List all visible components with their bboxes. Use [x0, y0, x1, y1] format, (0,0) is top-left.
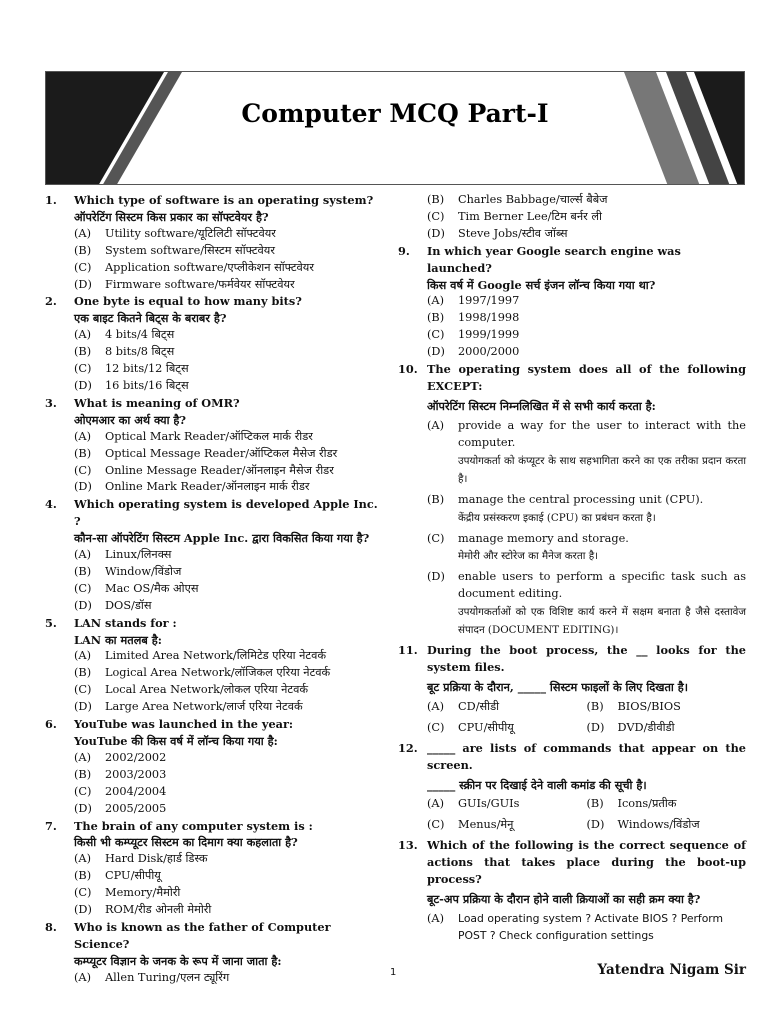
option: [427, 699, 587, 716]
option-text: ROM/रीड ओनली मेमोरी: [105, 903, 212, 917]
option: [74, 378, 380, 395]
option: [427, 327, 746, 344]
option: [74, 564, 380, 581]
option-text: manage the central processing unit (CPU).: [458, 492, 704, 506]
option-text: 1997/1997: [458, 294, 520, 308]
question-text: _____ are lists of commands that appear on the screen.: [427, 740, 746, 772]
question-number: 8.: [45, 919, 57, 934]
question-number: 7.: [45, 818, 57, 833]
option-text: Firmware software/फर्मवेयर सॉफ्टवेयर: [105, 277, 295, 291]
option-text: enable users to perform a specific task such as document editing.: [458, 570, 746, 601]
option-text: BIOS/BIOS: [617, 699, 681, 713]
question-number: 12.: [398, 740, 418, 755]
option-text: 2003/2003: [105, 767, 167, 781]
option: [587, 796, 747, 813]
option-text: 1998/1998: [458, 311, 520, 325]
option: [74, 784, 380, 801]
option-text: manage memory and storage.: [458, 531, 629, 545]
question-number: 1.: [45, 193, 57, 207]
option-label: (A): [427, 418, 444, 432]
option-label: (B): [586, 699, 604, 713]
option-row: [427, 817, 746, 834]
question-text: Who is known as the father of Computer Science?: [74, 919, 331, 951]
option-label: (B): [427, 193, 445, 206]
option-text-hindi: उपयोगकर्ता को कंप्यूटर के साथ सहभागिता करने का एक तरीका प्रदान करता है।: [458, 454, 746, 485]
option-label: (C): [74, 581, 92, 595]
option-text: Hard Disk/हार्ड डिस्क: [105, 852, 208, 866]
question-number: 5.: [45, 615, 57, 630]
option: [427, 418, 746, 488]
question-number: 9.: [398, 243, 410, 258]
option: [427, 293, 746, 310]
option-label: (D): [427, 226, 445, 240]
option: [427, 344, 746, 361]
option-text-hindi: उपयोगकर्ताओं को एक विशिष्ट कार्य करने में सक्षम बनाता है जैसे दस्तावेज संपादन (DOCUMENT EDITING)।: [458, 606, 746, 637]
option-label: (A): [427, 797, 444, 811]
option-text: Online Mark Reader/ऑनलाइन मार्क रीडर: [105, 480, 310, 494]
option-label: (C): [74, 362, 92, 376]
question-13: [398, 837, 746, 944]
option-label: (C): [74, 886, 92, 900]
question-text-hindi: ओएमआर का अर्थ क्या है?: [74, 412, 187, 427]
option-label: (D): [74, 378, 92, 392]
question-text-hindi: ऑपरेटिंग सिस्टम किस प्रकार का सॉफ्टवेयर है?: [74, 209, 269, 224]
option: [74, 361, 380, 378]
option-text: Local Area Network/लोकल एरिया नेटवर्क: [105, 683, 309, 697]
option-label: (B): [74, 869, 92, 883]
option-label: (D): [74, 903, 92, 917]
question-number: 13.: [398, 838, 418, 853]
option-label: (C): [74, 683, 92, 697]
option: [587, 699, 747, 716]
option-label: (B): [74, 564, 92, 578]
option-text: 4 bits/4 बिट्स: [105, 328, 175, 342]
question-text-hindi: एक बाइट कितने बिट्स के बराबर है?: [74, 311, 227, 326]
question-number: 2.: [45, 294, 57, 309]
option-text: Load operating system ? Activate BIOS ? Perform POST ? Check configuration settings: [458, 911, 724, 942]
option: [74, 598, 380, 615]
option-text: Charles Babbage/चार्ल्स बैबेज: [458, 193, 608, 206]
option: [74, 226, 380, 243]
option-text: Limited Area Network/लिमिटेड एरिया नेटवर्क: [105, 649, 327, 663]
option-label: (B): [74, 345, 92, 359]
question-text: YouTube was launched in the year:: [74, 717, 294, 732]
option-label: (D): [586, 720, 605, 734]
option-text: CPU/सीपीयू: [458, 720, 514, 734]
question-number: 4.: [45, 497, 57, 512]
question-9: [398, 243, 746, 361]
option-label: (C): [427, 720, 445, 734]
option-label: (C): [74, 784, 92, 798]
page-number: 1: [390, 967, 397, 978]
option-label: (D): [427, 345, 445, 359]
question-text: Which type of software is an operating system?: [74, 193, 374, 207]
option-label: (C): [427, 328, 445, 342]
option-text: 16 bits/16 बिट्स: [105, 378, 189, 392]
option-label: (A): [74, 429, 91, 443]
option-label: (D): [74, 277, 92, 291]
option-label: (A): [74, 226, 91, 240]
question-text-hindi: _____ स्क्रीन पर दिखाई देने वाली कमांड की सूची है।: [427, 777, 647, 792]
option-text: Allen Turing/एलन ट्यूरिंग: [105, 970, 230, 984]
question-text-hindi: किसी भी कम्प्यूटर सिस्टम का दिमाग क्या कहलाता है?: [74, 835, 298, 850]
question-6: [45, 716, 380, 817]
option-text: provide a way for the user to interact with the computer.: [458, 418, 746, 449]
question-text-hindi: किस वर्ष में Google सर्च इंजन लॉन्च किया गया था?: [427, 277, 656, 292]
option: [74, 479, 380, 496]
question-text: In which year Google search engine was launched?: [427, 243, 681, 275]
question-text-hindi: ऑपरेटिंग सिस्टम निम्नलिखित में से सभी कार्य करता है:: [427, 398, 656, 413]
option-label: (A): [427, 699, 444, 713]
option: [427, 796, 587, 813]
option-text: Menus/मेनू: [458, 818, 514, 832]
question-8-continued: [398, 192, 746, 243]
option-row: [427, 699, 746, 716]
question-text: The brain of any computer system is :: [74, 818, 313, 833]
option-text: Large Area Network/लार्ज एरिया नेटवर्क: [105, 700, 303, 714]
option-label: (A): [74, 548, 91, 562]
option-row: [427, 796, 746, 813]
option-label: (B): [586, 797, 604, 811]
header-banner: [45, 71, 745, 185]
question-1: [45, 192, 380, 293]
option: [587, 817, 747, 834]
option-label: (B): [74, 243, 92, 257]
header-decoration: [46, 72, 745, 185]
option-text: Mac OS/मैक ओएस: [105, 581, 199, 595]
option-text: Optical Message Reader/ऑप्टिकल मैसेज रीडर: [105, 446, 338, 460]
option: [74, 682, 380, 699]
option-text-hindi: मेमोरी और स्टोरेज का मैनेज करता है।: [458, 550, 599, 563]
option-label: (A): [74, 649, 91, 663]
option: [74, 581, 380, 598]
question-text: LAN stands for :: [74, 615, 177, 630]
option: [74, 970, 380, 987]
option-text: Utility software/यूटिलिटी सॉफ्टवेयर: [105, 226, 276, 240]
option: [74, 344, 380, 361]
option: [427, 531, 746, 566]
option-text-hindi: केंद्रीय प्रसंस्करण इकाई (CPU) का प्रबंधन करता है।: [458, 511, 656, 524]
question-8: [45, 919, 380, 987]
question-text-hindi: कम्प्यूटर विज्ञान के जनक के रूप में जाना जाता है:: [74, 953, 282, 968]
option-label: (D): [74, 480, 92, 494]
option-row: [427, 720, 746, 737]
option-label: (D): [74, 801, 92, 815]
question-7: [45, 818, 380, 919]
option-text: 2002/2002: [105, 750, 167, 764]
option-text: Logical Area Network/लॉजिकल एरिया नेटवर्क: [105, 666, 331, 680]
option-text: Online Message Reader/ऑनलाइन मैसेज रीडर: [105, 463, 334, 477]
question-3: [45, 395, 380, 496]
question-number: 10.: [398, 362, 418, 377]
option-text: 8 bits/8 बिट्स: [105, 345, 175, 359]
option-label: (A): [427, 911, 444, 925]
question-text: Which operating system is developed Apple Inc. ?: [74, 497, 378, 529]
page-title: Computer MCQ Part-I: [241, 99, 549, 128]
option: [74, 446, 380, 463]
option-label: (B): [427, 492, 445, 506]
option-text: Linux/लिनक्स: [105, 548, 172, 562]
question-text: The operating system does all of the following EXCEPT:: [427, 362, 746, 393]
option: [74, 547, 380, 564]
option-label: (C): [427, 209, 445, 223]
option: [587, 720, 747, 737]
option-text: DOS/डॉस: [105, 598, 152, 612]
option: [427, 492, 746, 527]
option-text: 2004/2004: [105, 784, 167, 798]
option: [427, 209, 746, 226]
option-text: 2005/2005: [105, 801, 167, 815]
question-number: 3.: [45, 395, 57, 410]
option: [427, 310, 746, 327]
option: [74, 429, 380, 446]
option-text: 1999/1999: [458, 328, 520, 342]
option: [74, 885, 380, 902]
option: [74, 277, 380, 294]
option-text: 12 bits/12 बिट्स: [105, 362, 189, 376]
option-text: Application software/एप्लीकेशन सॉफ्टवेयर: [105, 260, 314, 274]
option-label: (A): [74, 970, 91, 984]
option-text: Steve Jobs/स्टीव जॉब्स: [458, 226, 568, 240]
option-text: Windows/विंडोज: [617, 818, 700, 832]
option: [74, 750, 380, 767]
option: [427, 817, 587, 834]
option-text: DVD/डीवीडी: [617, 720, 675, 734]
question-text-hindi: बूट प्रक्रिया के दौरान, _____ सिस्टम फाइलों के लिए दिखता है।: [427, 680, 689, 695]
option-text: Window/विंडोज: [105, 564, 182, 578]
option-text: Tim Berner Lee/टिम बर्नर ली: [458, 209, 602, 223]
option-label: (D): [74, 598, 92, 612]
option: [427, 569, 746, 639]
author-name: Yatendra Nigam Sir: [597, 962, 746, 978]
left-column: [45, 192, 380, 987]
option-text: Optical Mark Reader/ऑप्टिकल मार्क रीडर: [105, 429, 313, 443]
option: [427, 226, 746, 243]
question-12: [398, 740, 746, 835]
option-label: (A): [74, 750, 91, 764]
question-text-hindi: कौन-सा ऑपरेटिंग सिस्टम Apple Inc. द्वारा विकसित किया गया है?: [74, 531, 370, 546]
question-10: [398, 361, 746, 639]
option: [74, 243, 380, 260]
option: [74, 767, 380, 784]
option: [74, 868, 380, 885]
option: [74, 327, 380, 344]
option-text: Icons/प्रतीक: [617, 797, 677, 811]
question-number: 6.: [45, 717, 57, 732]
question-11: [398, 642, 746, 737]
option-label: (B): [74, 666, 92, 680]
option-label: (D): [427, 570, 445, 584]
option-label: (C): [74, 463, 92, 477]
option: [427, 192, 746, 209]
question-4: [45, 496, 380, 614]
option: [74, 665, 380, 682]
option-text: 2000/2000: [458, 345, 520, 359]
question-text-hindi: बूट-अप प्रक्रिया के दौरान होने वाली क्रियाओं का सही क्रम क्या है?: [427, 892, 701, 906]
option-text: Memory/मैमोरी: [105, 886, 181, 900]
option: [74, 699, 380, 716]
question-number: 11.: [398, 643, 418, 658]
option-text: System software/सिस्टम सॉफ्टवेयर: [105, 243, 275, 257]
question-text: One byte is equal to how many bits?: [74, 294, 302, 309]
option: [74, 463, 380, 480]
question-text: During the boot process, the __ looks for the system files.: [427, 643, 746, 675]
option-label: (C): [427, 531, 445, 545]
right-column: [398, 192, 746, 945]
option: [74, 801, 380, 818]
question-text: What is meaning of OMR?: [74, 395, 240, 410]
option-label: (B): [74, 767, 92, 781]
option-text: CPU/सीपीयू: [105, 869, 161, 883]
option-label: (A): [74, 328, 91, 342]
option-label: (C): [427, 818, 445, 832]
question-2: [45, 293, 380, 394]
question-5: [45, 615, 380, 716]
option-label: (D): [586, 818, 605, 832]
question-text-hindi: YouTube की किस वर्ष में लॉन्च किया गया है:: [74, 734, 278, 748]
option-text: CD/सीडी: [458, 699, 500, 713]
question-text-hindi: LAN का मतलब है:: [74, 632, 162, 647]
option-label: (D): [74, 700, 92, 714]
option-label: (B): [427, 311, 445, 325]
option: [74, 851, 380, 868]
option-label: (A): [74, 852, 91, 866]
option: [427, 911, 746, 945]
question-text: Which of the following is the correct sequence of actions that takes place during the boot-up process?: [427, 838, 746, 887]
option: [74, 648, 380, 665]
option-label: (B): [74, 446, 92, 460]
option-label: (C): [74, 260, 92, 274]
option-text: GUIs/GUIs: [458, 797, 520, 811]
option: [74, 260, 380, 277]
option-label: (A): [427, 294, 444, 308]
option: [74, 902, 380, 919]
option: [427, 720, 587, 737]
